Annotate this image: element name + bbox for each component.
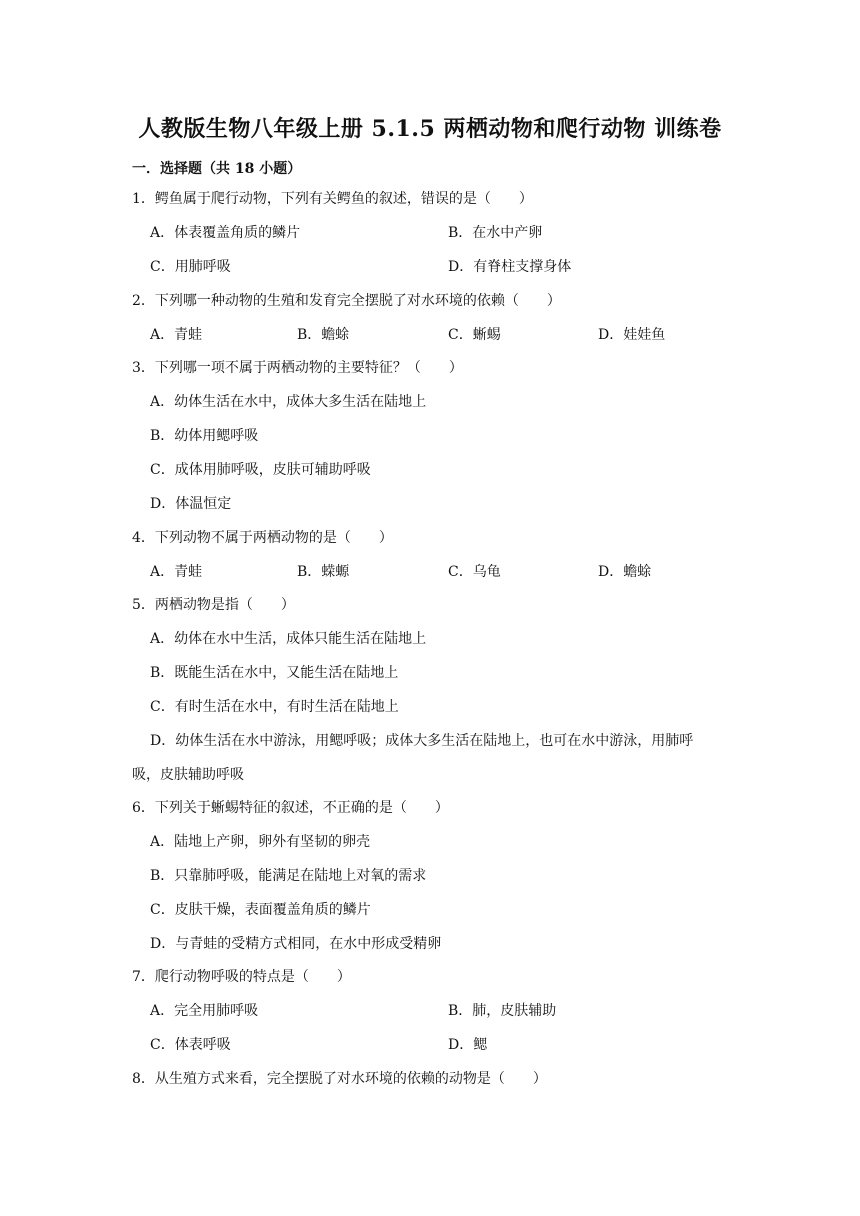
question-3-stem: 3．下列哪一项不属于两栖动物的主要特征？（ ）	[132, 360, 463, 376]
question-7-option-d: D．鳃	[448, 1037, 488, 1053]
question-7-option-b: B．肺，皮肤辅助	[448, 1003, 557, 1019]
question-3-option-c: C．成体用肺呼吸，皮肤可辅助呼吸	[150, 462, 371, 478]
question-5-stem: 5．两栖动物是指（ ）	[132, 597, 295, 613]
question-7-stem: 7．爬行动物呼吸的特点是（ ）	[132, 969, 351, 985]
question-6-option-b: B．只靠肺呼吸，能满足在陆地上对氧的需求	[150, 868, 427, 884]
section-heading: 一．选择题（共 18 小题）	[132, 161, 302, 177]
question-4-stem: 4．下列动物不属于两栖动物的是（ ）	[132, 530, 393, 546]
question-6-stem: 6．下列关于蜥蜴特征的叙述，不正确的是（ ）	[132, 800, 449, 816]
question-3-option-d: D．体温恒定	[150, 496, 232, 512]
question-4-option-c: C．乌龟	[448, 564, 501, 580]
question-6-option-a: A．陆地上产卵，卵外有坚韧的卵壳	[150, 834, 371, 850]
question-5-option-c: C．有时生活在水中，有时生活在陆地上	[150, 699, 399, 715]
question-2-option-d: D．娃娃鱼	[598, 327, 666, 343]
question-6-option-c: C．皮肤干燥，表面覆盖角质的鳞片	[150, 902, 371, 918]
question-7-option-a: A．完全用肺呼吸	[150, 1003, 259, 1019]
question-1-option-d: D．有脊柱支撑身体	[448, 259, 572, 275]
question-2-stem: 2．下列哪一种动物的生殖和发育完全摆脱了对水环境的依赖（ ）	[132, 293, 561, 309]
question-2-option-b: B．蟾蜍	[297, 327, 350, 343]
question-5-option-d: D．幼体生活在水中游泳，用鳃呼吸；成体大多生活在陆地上，也可在水中游泳，用肺呼	[150, 733, 694, 749]
question-2-option-a: A．青蛙	[150, 327, 203, 343]
question-1-option-b: B．在水中产卵	[448, 225, 543, 241]
question-2-option-c: C．蜥蜴	[448, 327, 501, 343]
question-8-stem: 8．从生殖方式来看，完全摆脱了对水环境的依赖的动物是（ ）	[132, 1071, 547, 1087]
question-1-stem: 1．鳄鱼属于爬行动物，下列有关鳄鱼的叙述，错误的是（ ）	[132, 191, 533, 207]
question-5-option-d-continuation: 吸，皮肤辅助呼吸	[132, 767, 244, 783]
question-3-option-a: A．幼体生活在水中，成体大多生活在陆地上	[150, 394, 427, 410]
question-1-option-a: A．体表覆盖角质的鳞片	[150, 225, 301, 241]
question-4-option-a: A．青蛙	[150, 564, 203, 580]
question-5-option-a: A．幼体在水中生活，成体只能生活在陆地上	[150, 631, 427, 647]
question-3-option-b: B．幼体用鳃呼吸	[150, 428, 259, 444]
question-1-option-c: C．用肺呼吸	[150, 259, 231, 275]
question-4-option-b: B．蝾螈	[297, 564, 350, 580]
question-4-option-d: D．蟾蜍	[598, 564, 652, 580]
question-5-option-b: B．既能生活在水中，又能生活在陆地上	[150, 665, 399, 681]
document-title: 人教版生物八年级上册 5.1.5 两栖动物和爬行动物 训练卷	[138, 116, 722, 142]
question-6-option-d: D．与青蛙的受精方式相同，在水中形成受精卵	[150, 936, 442, 952]
question-7-option-c: C．体表呼吸	[150, 1037, 231, 1053]
